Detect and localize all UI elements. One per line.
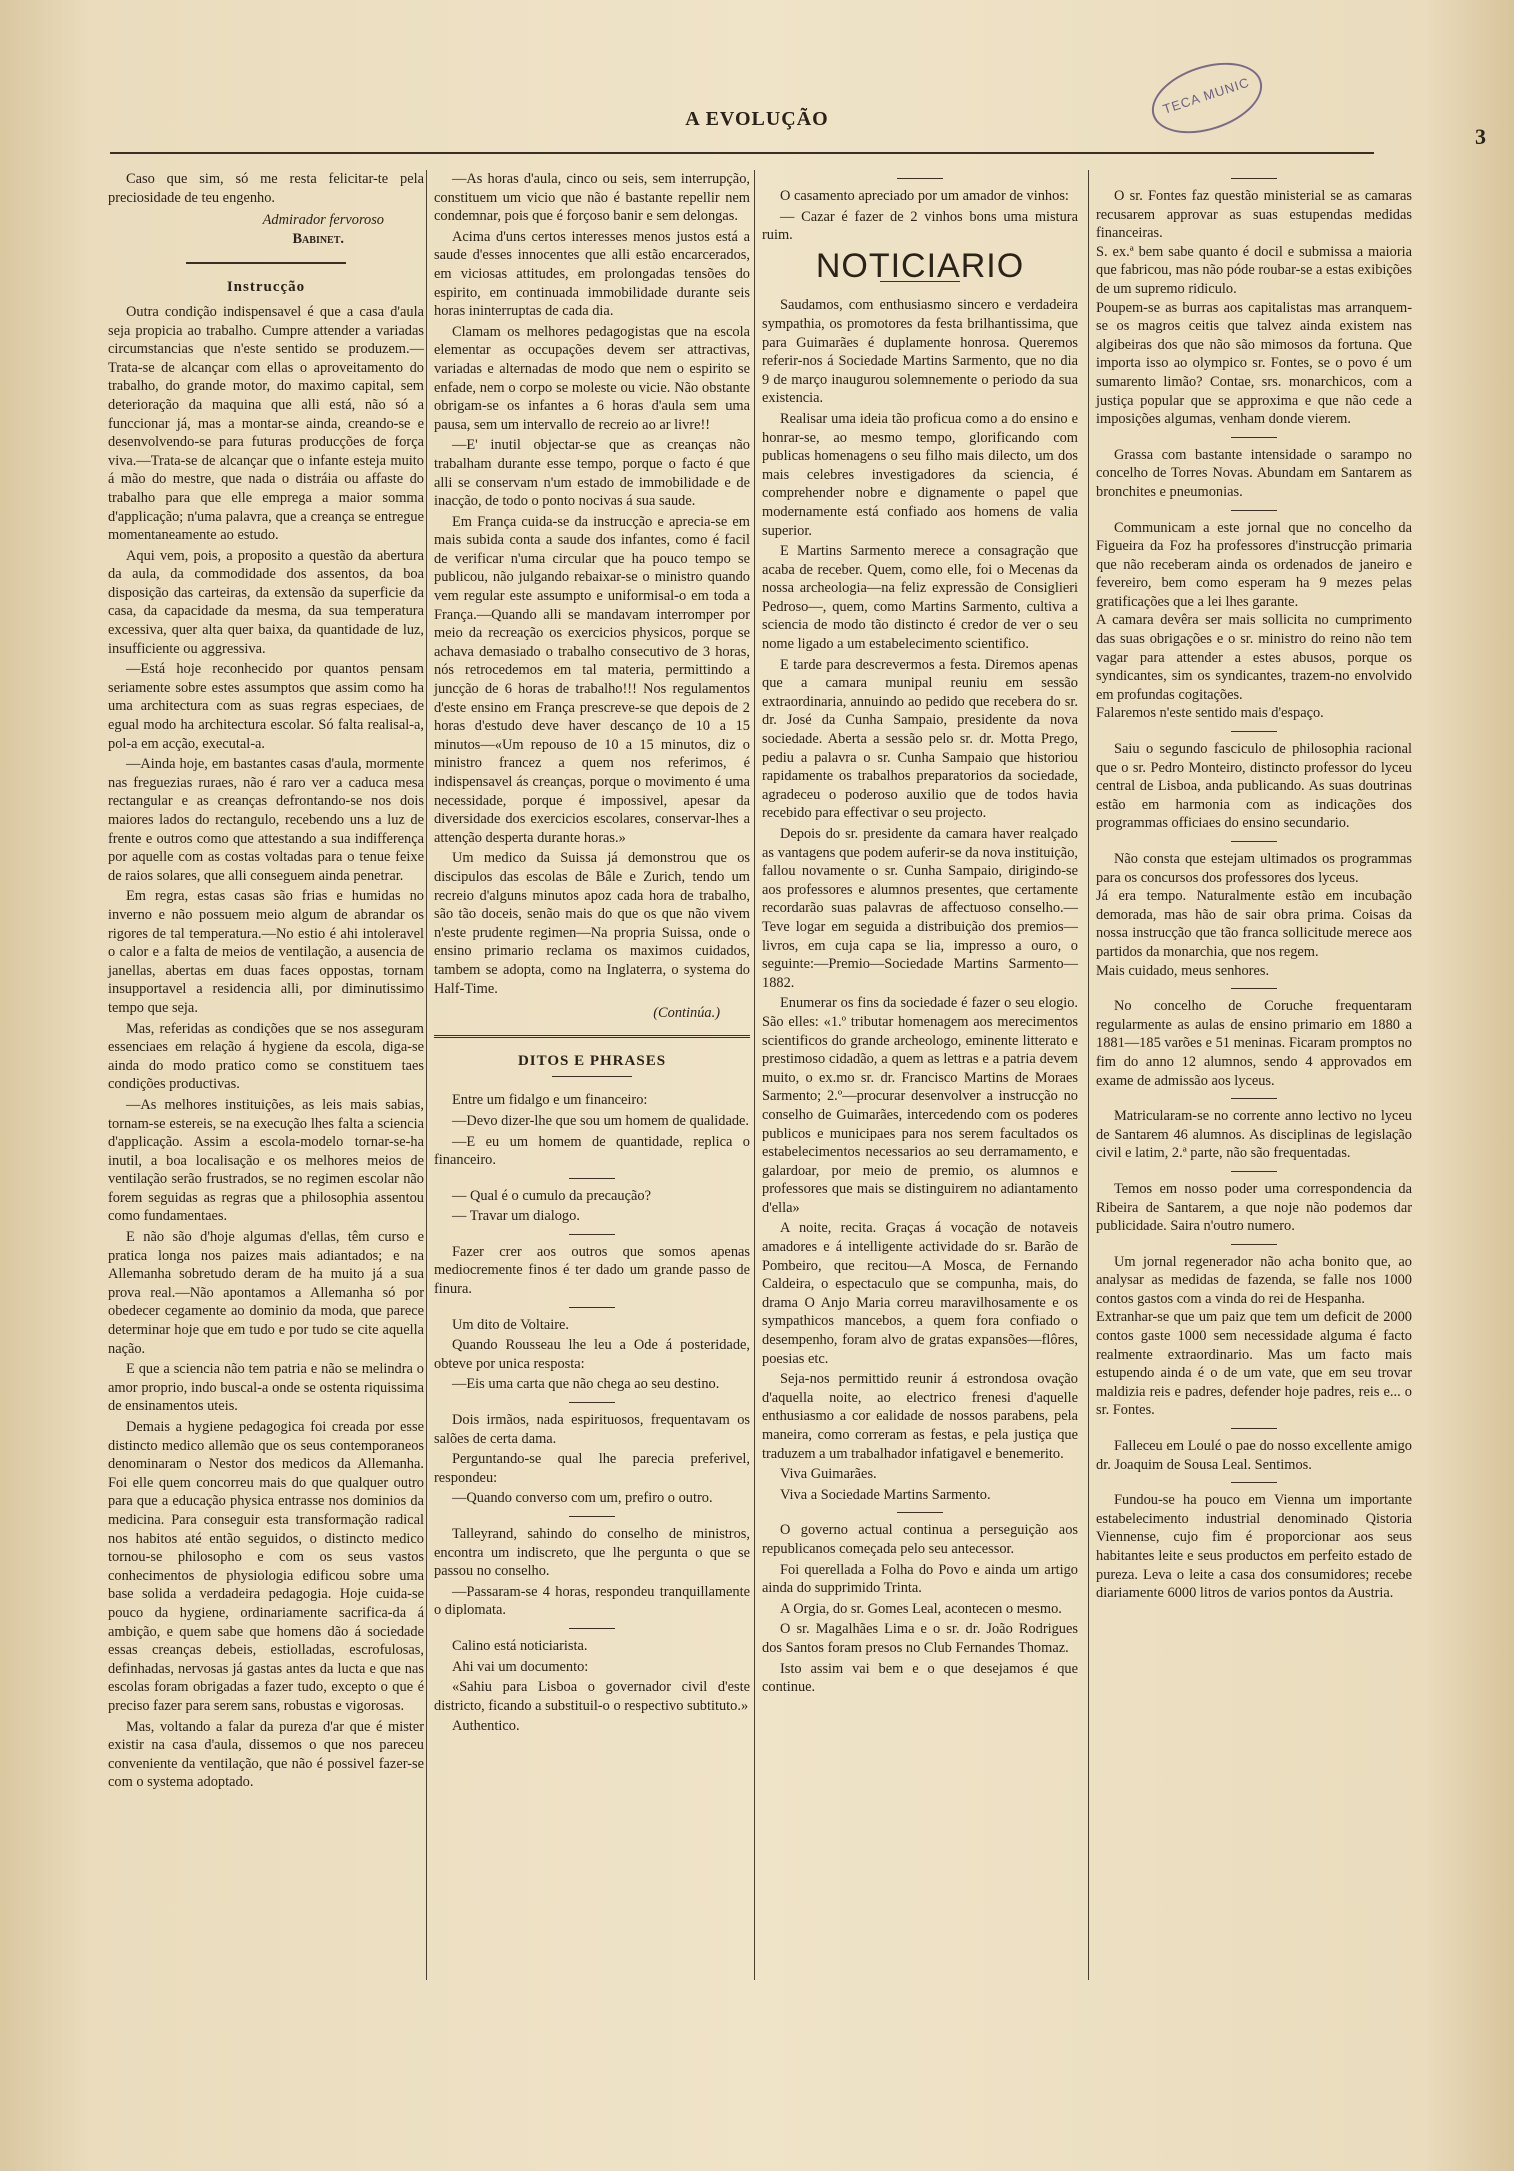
article-paragraph: Demais a hygiene pedagogica foi creada por esse distincto medico allemão que os seus contemporaneos denominaram o Nestor dos medicos da Allemanha. Foi elle quem concorreu mais do que qualquer outro para que a educação physica entrasse nos dominios da medicina. Para conseguir esta transformação radical nos habitos até então seguidos, o distincto medico tornou-se philosopho e com os seus vastos conhecimentos de physiologia edificou sobre uma base solida a verdadeira pedagogia. Hoje cuida-se pouco da hygiene, ordinariamente sacrifica-da á ambição, e quem sabe que homens dão á sociedade essas creanças debeis, estiolladas, escrofulosas, definhadas, nervosas já gastas antes da lucta e que nas escolas foram obrigadas a fazer tudo, excepto o que é preciso fazer para serem sans, robustas e vigorosas. <box>108 1419 424 1714</box>
article-paragraph: Foi querellada a Folha do Povo e ainda um artigo ainda do supprimido Trinta. <box>762 1561 1078 1597</box>
article-paragraph: —Ainda hoje, em bastantes casas d'aula, mormente nas freguezias ruraes, não é raro ver a caduca mesa rectangular e as creanças defrontando-se nos dois maiores lados do rectangulo, recebendo uns a luz de frente e outros como que attestando a sua indifferença por aquelle com as costas voltadas para o tenue feixe de raios solares, que alli conseguem ainda penetrar. <box>108 756 424 884</box>
separator <box>1231 1482 1277 1483</box>
article-paragraph: Viva Guimarães. <box>780 1466 877 1483</box>
news-item: Temos em nosso poder uma correspondencia da Ribeira de Santarem, a que noje não podemos dar publicidade. Saira n'outro numero. <box>1096 1180 1412 1235</box>
separator <box>1231 1244 1277 1245</box>
article-paragraph: E não são d'hoje algumas d'ellas, têm curso e pratica longa nos paizes mais adiantados; e na Allemanha sobretudo deram de ha muito já a sua prova real.—Não apontamos a Allemanha só por obedecer cegamente ao dominio da moda, que parece determinar hoje que em tudo e por tudo se cite aquella nação. <box>108 1229 424 1357</box>
dito-line: Authentico. <box>452 1718 520 1735</box>
section-rule <box>186 262 346 264</box>
column-divider <box>754 170 755 1980</box>
library-stamp-icon: TECA MUNIC <box>1143 50 1271 146</box>
page-number: 3 <box>1475 124 1486 149</box>
news-item: Saiu o segundo fasciculo de philosophia racional que o sr. Pedro Monteiro, distincto professor do lyceu central de Lisboa, anda publicando. As suas doutrinas estão em harmonia com as indicações dos programmas officiaes do ensino secundario. <box>1096 741 1412 832</box>
article-paragraph: Viva a Sociedade Martins Sarmento. <box>780 1486 991 1503</box>
dito-line: Fazer crer aos outros que somos apenas mediocremente finos é ter dado um grande passo de finura. <box>434 1243 750 1298</box>
dito-line: Ahi vai um documento: <box>452 1658 589 1675</box>
article-paragraph: Mas, voltando a falar da pureza d'ar que é mister existir na casa d'aula, dissemos o que nos pareceu conveniente da ventilação, que não é possivel fazer-se com o systema adoptado. <box>108 1718 424 1791</box>
section-rule <box>552 1076 632 1077</box>
separator <box>897 178 943 179</box>
signature-line: Admirador fervoroso <box>262 212 384 229</box>
dito-line: —Quando converso com um, prefiro o outro. <box>452 1490 713 1507</box>
column-3 <box>762 170 1078 1699</box>
separator <box>569 1234 615 1235</box>
dito-line: —E eu um homem de quantidade, replica o financeiro. <box>434 1133 750 1169</box>
dito-line: —Eis uma carta que não chega ao seu destino. <box>452 1376 720 1393</box>
separator <box>897 1512 943 1513</box>
article-paragraph: —As melhores instituições, as leis mais sabias, tornam-se estereis, se na execução lhes falta a sciencia d'applicação. Assim a escola-modelo tornar-se-ha inutil, a boa localisação e os melhores meios de ventilação serão frustrados, se no regimen escolar não forem seguidas as regras que a philosophia assentou como fundamentaes. <box>108 1096 424 1225</box>
news-item: Um jornal regenerador não acha bonito que, ao analysar as medidas de fazenda, se falle nos 1000 contos gastos com a vinda do rei de Hespanha. Extranhar-se que um paiz que tem um deficit de 2000 contos gaste 1000 sem necessidade alguma é facto realmente extraordinario. Mas um facto mais estupendo ainda é o de um vate, que em seu trovar maldizia reis e padres, defender hoje padres, reis e... o sr. Fontes. <box>1096 1253 1412 1419</box>
article-paragraph: Seja-nos permittido reunir á estrondosa ovação d'aquella noite, ao electrico frenesi d'aquelle enthusiasmo a cor ealidade de nossos parabens, pela maneira, como correram as festas, e pela justiça que traduzem a um trabalhador infatigavel e benemerito. <box>762 1371 1078 1462</box>
article-paragraph: O governo actual continua a perseguição aos republicanos começada pelo seu antecessor. <box>762 1522 1078 1557</box>
article-paragraph: Saudamos, com enthusiasmo sincero e verdadeira sympathia, os promotores da festa brilhantissima, que para Guimarães é duplamente honrosa. Queremos referir-nos á Sociedade Martins Sarmento, que no dia 9 de março inaugurou solemnemente o periodo da sua existencia. <box>762 297 1078 407</box>
news-item: O sr. Fontes faz questão ministerial se as camaras recusarem approvar as suas estupendas medidas financeiras. S. ex.ª bem sabe quanto é docil e submissa a maioria que fabricou, mas não póde roubar-se a estas exibições de um supremo ridiculo. Poupem-se as burras aos capitalistas mas arranquem-se os magros ceitis que talvez ainda existem nas algibeiras dos que não são mimosos da fortuna. Que importa isso ao olympico sr. Fontes, se o povo é um sumarento limão? Contae, srs. monarchicos, com a justiça popular que se approxima e que não cede a imposições algumas, venham donde vierem. <box>1096 188 1412 428</box>
separator <box>1231 178 1277 179</box>
dito-line: —Passaram-se 4 horas, respondeu tranquillamente o diplomata. <box>434 1583 750 1619</box>
dito-line: «Sahiu para Lisboa o governador civil d'este districto, ficando a substituil-o o respectivo subtituto.» <box>434 1679 750 1714</box>
separator <box>1231 1428 1277 1429</box>
article-paragraph: Um medico da Suissa já demonstrou que os discipulos das escolas de Bâle e Zurich, tendo um recreio d'alguns minutos apoz cada hora de trabalho, são tão doceis, senão mais do que os que não vivem n'este prudente regimen—Na propria Suissa, onde o ensino primario reclama os maximos cuidados, tambem se adopta, como na Inglaterra, o systema do Half-Time. <box>434 850 750 997</box>
article-paragraph: Realisar uma ideia tão proficua como a do ensino e honrar-se, ao mesmo tempo, glorificando com publicas homenagens o seu filho mais dilecto, um dos mais celebres investigadores da sciencia, é comprehender nobre e dignamente o papel que modernamente está confiado aos homens de valia superior. <box>762 410 1078 539</box>
section-heading-ditos: DITOS E PHRASES <box>517 1052 667 1069</box>
separator <box>569 1628 615 1629</box>
dito-line: Quando Rousseau lhe leu a Ode á posteridade, obteve por unica resposta: <box>434 1337 750 1372</box>
separator <box>1231 988 1277 989</box>
column-divider <box>1088 170 1089 1980</box>
article-paragraph: O casamento apreciado por um amador de vinhos: <box>780 188 1069 204</box>
article-paragraph: —E' inutil objectar-se que as creanças não trabalham durante esse tempo, porque o facto é que alli se conservam n'um estado de immobilidade e de inacção, de todo o ponto nocivas á sua saude. <box>434 437 750 510</box>
column-1 <box>108 170 424 1794</box>
separator <box>1231 1098 1277 1099</box>
news-item: Grassa com bastante intensidade o sarampo no concelho de Torres Novas. Abundam em Santarem as bronchites e pneumonias. <box>1096 446 1412 500</box>
dito-line: — Qual é o cumulo da precaução? <box>452 1187 651 1204</box>
article-paragraph: Outra condição indispensavel é que a casa d'aula seja propicia ao trabalho. Cumpre attender a variadas circumstancias que n'este sentido se produzem.—Trata-se de alcançar com ellas o aproveitamento do trabalho, do grande motor, do maximo capital, sem deterioração da maquina que alli está, não só a funccionar já, mas a montar-se ainda, creando-se e desenvolvendo-se para futuras producções de força viva.—Trata-se de alcançar que o infante esteja muito á mão do mestre, que nada o distráia ou affaste do trabalho para que elle emprega a maior somma d'applicação; n'uma palavra, que a creança se entregue momentaneamente ao estudo. <box>108 303 424 544</box>
section-rule <box>434 1035 750 1038</box>
separator <box>1231 1171 1277 1172</box>
section-heading-instrucao: Instrucção <box>226 279 306 296</box>
news-item: Matricularam-se no corrente anno lectivo no lyceu de Santarem 46 alumnos. As disciplinas de legislação civil e latim, 2.ª parte, não são frequentadas. <box>1096 1108 1412 1162</box>
separator <box>1231 437 1277 438</box>
article-paragraph: Em França cuida-se da instrucção e aprecia-se em mais subida conta a saude dos infantes, como é facil de verificar n'uma circular que ha pouco tempo se publicou, não julgando rebaixar-se o ministro quando vem regular este assumpto e uniformisal-o em toda a França.—Quando alli se mandavam interromper por meio da recreação os exercicios physicos, porque se achava demasiado o trabalho consecutivo de 3 horas, nós retrocedemos em tal materia, permittindo a juncção de 6 horas de trabalho!!! Nos regulamentos d'este ensino em França prescreve-se que depois de 2 horas d'estudo deve haver descanço de 10 a 15 minutos—«Um repouso de 10 a 15 minutos, diz o ministro francez a quem nos referimos, é indispensavel ás creanças, porque o movimento é uma necessidade, porque é impossivel, apesar da diversidade dos exercicios escolares, conservar-lhes a attenção desperta durante horas.» <box>434 513 750 846</box>
news-item: Communicam a este jornal que no concelho da Figueira da Foz ha professores d'instrucção primaria que não receberam ainda os ordenados de janeiro e fevereiro, bem como esperam ha 9 mezes pelas gratificações que a lei lhes garante. A camara devêra ser mais sollicita no cumprimento das suas obrigações e o sr. ministro do reino não tem vagar para attender a estes abusos, porque os syndicantes, sim os syndicantes, trazem-no envolvido em profundas cogitações. Falaremos n'este sentido mais d'espaço. <box>1096 519 1412 722</box>
dito-line: — Travar um dialogo. <box>452 1208 580 1225</box>
header-rule <box>110 152 1374 154</box>
article-paragraph: —Está hoje reconhecido por quantos pensam seriamente sobre estes assumptos que assim como ha uma architectura com as suas regras especiaes, de egual modo ha architectura escolar. Só falta realisal-a, pol-a em acção, executal-a. <box>108 661 424 752</box>
dito-line: —Devo dizer-lhe que sou um homem de qualidade. <box>452 1112 750 1129</box>
separator <box>1231 841 1277 842</box>
news-item: Fundou-se ha pouco em Vienna um importante estabelecimento industrial denominado Qistoria Viennense, cujo fim é proporcionar aos seus habitantes leite e seus productos em perfeito estado de pureza. Leva o leite a casa dos consumidores; recebe diariamente 6000 litros de varios pontos da Austria. <box>1096 1492 1412 1602</box>
article-paragraph: — Cazar é fazer de 2 vinhos bons uma mistura ruim. <box>762 208 1078 244</box>
column-divider <box>426 170 427 1980</box>
separator <box>569 1402 615 1403</box>
article-paragraph: Mas, referidas as condições que se nos asseguram essenciaes em relação á hygiene da escola, diga-se ainda do modo pratico como se constituem taes condições productivas. <box>108 1020 424 1093</box>
article-paragraph: E que a sciencia não tem patria e não se melindra o amor proprio, indo buscal-a onde se ostenta riquissima de ensinamentos uteis. <box>108 1361 424 1415</box>
article-paragraph: Em regra, estas casas são frias e humidas no inverno e não possuem meio algum de abrandar os rigores de tal temperatura.—No estio é ahi intoleravel o calor e a falta de meios de ventilação, a ausencia de janellas, abertas em duas faces oppostas, tornam insupportavel a residencia alli, por diminutissimo tempo que seja. <box>108 888 424 1016</box>
article-paragraph: E Martins Sarmento merece a consagração que acaba de receber. Quem, como elle, foi o Mecenas da nossa archeologia—na feliz expressão de Consiglieri Pedroso—, quem, como Martins Sarmento, cultiva a sciencia de modo tão distincto é credor de ver o seu nome ligado a um estabelecimento scientifico. <box>762 543 1078 653</box>
signature-name: Babinet. <box>292 230 344 247</box>
article-paragraph: —As horas d'aula, cinco ou seis, sem interrupção, constituem um vicio que não é bastante repellir nem condemnar, pois que é forçoso banir e sem delongas. <box>434 171 750 225</box>
article-paragraph: A Orgia, do sr. Gomes Leal, acontecen o mesmo. <box>780 1600 1062 1617</box>
dito-line: Entre um fidalgo e um financeiro: <box>452 1092 648 1109</box>
article-paragraph: Acima d'uns certos interesses menos justos está a saude d'esses innocentes que alli estão encarcerados, em viciosas attitudes, em prolongadas tensões do espirito, em continuada immobilidade durante seis horas ininterruptas de cada dia. <box>434 228 750 320</box>
dito-line: Perguntando-se qual lhe parecia preferivel, respondeu: <box>434 1451 750 1486</box>
article-paragraph: O sr. Magalhães Lima e o sr. dr. João Rodrigues dos Santos foram presos no Club Fernandes Thomaz. <box>762 1621 1078 1656</box>
separator <box>569 1178 615 1179</box>
article-paragraph: Clamam os melhores pedagogistas que na escola elementar as occupações devem ser attractivas, variadas e alternadas de modo que nem o espirito se enfade, nem o corpo se moleste ou vicie. Não obstante obrigam-se os infantes a 6 horas d'aula sem uma pausa, sem um intervallo de recreio ao ar livre!! <box>434 323 750 433</box>
dito-line: Um dito de Voltaire. <box>452 1316 569 1333</box>
news-item: No concelho de Coruche frequentaram regularmente as aulas de ensino primario em 1880 a 1881—185 varões e 51 meninas. Ficaram promptos no fim do anno 12 alumnos, sendo 4 approvados em exame de admissão aos lyceus. <box>1096 998 1412 1089</box>
article-paragraph: Enumerar os fins da sociedade é fazer o seu elogio. São elles: «1.º tributar homenagem aos merecimentos scientificos do grande archeologo, eminente litterato e prestimoso cidadão, a quem as lettras e a patria devem muito, o ex.mo sr. dr. Francisco Martins de Moraes Sarmento; 2.º—procurar desenvolver a instrucção no conselho de Guimarães, intercedendo com os poderes publicos e municipaes para nos serem facultados os estabelecimentos necessarios ao seu derramamento, e galardoar, por meio de premio, os alumnos e professores que mais se distinguirem no adiantamento d'ella» <box>762 995 1078 1216</box>
lead-paragraph: Caso que sim, só me resta felicitar-te pela preciosidade de teu engenho. <box>108 171 424 206</box>
noticiario-title: NOTICIARIO <box>815 246 1025 285</box>
article-paragraph: Depois do sr. presidente da camara haver realçado as vantagens que podem auferir-se da nova instituição, fallou novamente o sr. Cunha Sampaio, dirigindo-se aos professores e alumnos presentes, que certamente recordarão suas palavras de affectuoso conselho.—Teve logar em seguida a distribuição dos premios—livros, em cuja capa se lia, impresso a ouro, o seguinte:—Premio—Sociedade Martins Sarmento—1882. <box>762 826 1078 991</box>
article-paragraph: Isto assim vai bem e o que desejamos é que continue. <box>762 1660 1078 1696</box>
article-paragraph: A noite, recita. Graças á vocação de notaveis amadores e á intelligente actividade do sr. Barão de Pombeiro, que recitou—A Mosca, de Fernando Caldeira, o espectaculo que se compunha, mais, do drama O Anjo Maria correu maravilhosamente e os sympathicos mancebos, a quem fora confiado o desempenho, foram alvo de gratas expansões—flôres, poesias etc. <box>762 1220 1078 1367</box>
separator <box>569 1307 615 1308</box>
news-item: Não consta que estejam ultimados os programmas para os concursos dos professores dos lyceus. Já era tempo. Naturalmente estão em incubação demorada, mas hão de sair obra prima. Coisas da nossa instrucção que tão franca sollicitude merece aos partidos da monarchia, que nos regem. Mais cuidado, meus senhores. <box>1096 851 1412 979</box>
separator <box>1231 731 1277 732</box>
separator <box>569 1516 615 1517</box>
dito-line: Dois irmãos, nada espirituosos, frequentavam os salões de certa dama. <box>434 1412 750 1447</box>
article-paragraph: Aqui vem, pois, a proposito a questão da abertura da aula, da commodidade dos assentos, da boa disposição das carteiras, da extensão da superficie da casa, da capacidade da mesma, da sua temperatura excessiva, quer alta quer baixa, da quantidade de luz, insufficiente ou aggressiva. <box>108 547 424 657</box>
column-4 <box>1096 170 1412 1605</box>
news-item: Falleceu em Loulé o pae do nosso excellente amigo dr. Joaquim de Sousa Leal. Sentimos. <box>1096 1438 1412 1473</box>
article-paragraph: E tarde para descrevermos a festa. Diremos apenas que a camara munipal reuniu em sessão extraordinaria, annuindo ao pedido que recebera do sr. dr. José da Cunha Sampaio, presidente da nova sociedade. Aberta a sessão pelo sr. dr. Motta Prego, pediu a palavra o sr. Cunha Sampaio que historiou rapidamente os trabalhos preparatorios da sociedade, agradeceu o poderoso auxilio que de todos havia recebido para effectivar o seu projecto. <box>762 656 1078 822</box>
continua-note: (Continúa.) <box>653 1005 720 1022</box>
dito-line: Talleyrand, sahindo do conselho de ministros, encontra um indiscreto, que lhe pergunta o que se passou no conselho. <box>434 1526 750 1580</box>
column-2 <box>434 170 750 1738</box>
dito-line: Calino está noticiarista. <box>452 1637 588 1654</box>
separator <box>1231 510 1277 511</box>
masthead-title: A EVOLUÇÃO <box>685 108 829 130</box>
